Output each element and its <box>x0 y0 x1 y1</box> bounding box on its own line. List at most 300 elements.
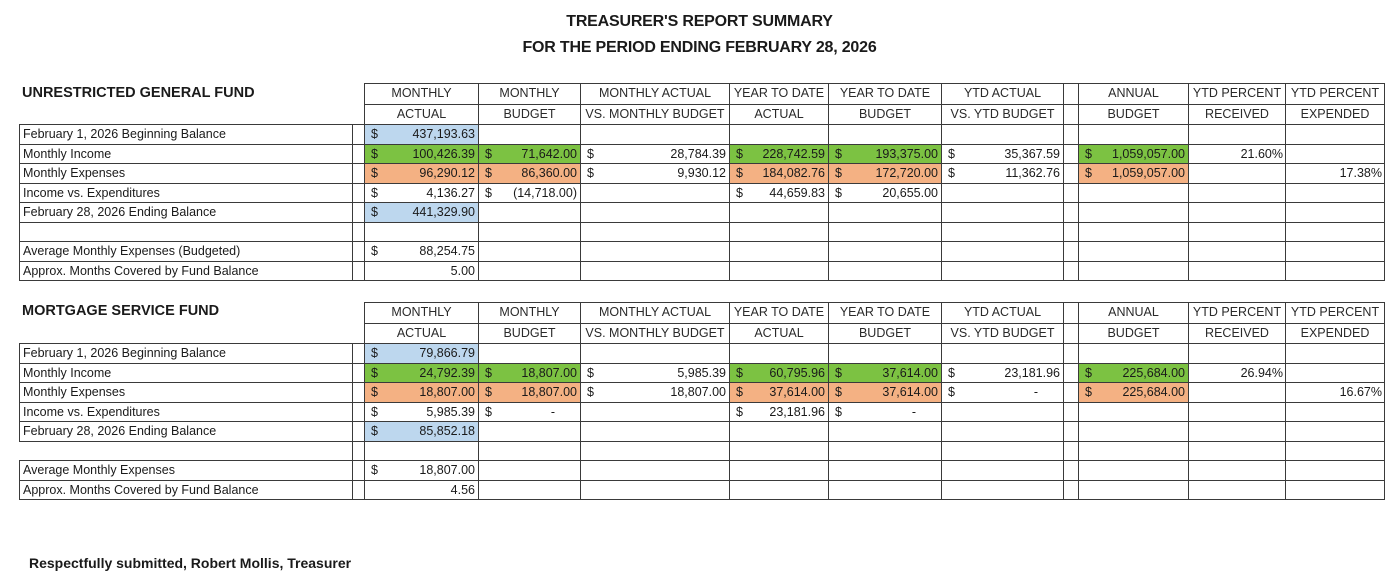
cell-income-vs-expenditures-ytd-budget <box>828 402 942 423</box>
row-label-income-vs-expenditures: Income vs. Expenditures <box>19 183 353 204</box>
cell-monthly-income-monthly-variance <box>580 144 730 165</box>
cell-approx-months-covered-by-fund-balance-monthly-actual <box>364 480 479 501</box>
cell-approx-months-covered-by-fund-balance-ytd-budget <box>828 261 942 282</box>
column-subheader-monthly-variance: VS. MONTHLY BUDGET <box>580 104 730 125</box>
cell-monthly-income-monthly-budget <box>478 144 581 165</box>
cell-monthly-income-annual-budget <box>1078 363 1189 384</box>
currency-symbol: $ <box>835 365 842 380</box>
cell-average-monthly-expenses-spacer <box>1063 460 1079 481</box>
cell-monthly-expenses-monthly-actual <box>364 382 479 403</box>
cell-february-1-2026-beginning-balance-monthly-budget <box>478 124 581 145</box>
cell-monthly-expenses-ytd-variance <box>941 382 1064 403</box>
cell-february-28-2026-ending-balance-spacer <box>1063 202 1079 223</box>
column-header-monthly-variance: MONTHLY ACTUAL <box>580 83 730 105</box>
currency-symbol: $ <box>371 166 378 180</box>
cell-monthly-expenses-ytd-actual <box>729 163 829 184</box>
cell-value: 4.56 <box>450 482 475 497</box>
cell-february-1-2026-beginning-balance-ytd-pct-expended <box>1285 343 1385 364</box>
cell-february-1-2026-beginning-balance-monthly-budget <box>478 343 581 364</box>
cell-february-1-2026-beginning-balance-spacer <box>1063 124 1079 145</box>
cell-blank-ytd-budget <box>828 222 942 243</box>
cell-average-monthly-expenses-annual-budget <box>1078 460 1189 481</box>
row-label-monthly-expenses: Monthly Expenses <box>19 163 353 184</box>
column-subheader-ytd-actual: ACTUAL <box>729 104 829 125</box>
cell-value: 17.38% <box>1339 166 1382 180</box>
currency-symbol: $ <box>948 385 955 399</box>
cell-approx-months-covered-by-fund-balance-monthly-variance <box>580 480 730 501</box>
cell-income-vs-expenditures-ytd-pct-expended <box>1285 183 1385 204</box>
column-header-ytd-pct-received: YTD PERCENT <box>1188 83 1286 105</box>
row-label-monthly-income: Monthly Income <box>19 363 353 384</box>
cell-february-28-2026-ending-balance-ytd-variance <box>941 202 1064 223</box>
cell-value: 28,784.39 <box>670 146 726 161</box>
cell-february-1-2026-beginning-balance-ytd-variance <box>941 124 1064 145</box>
cell-february-1-2026-beginning-balance-monthly-actual <box>364 343 479 364</box>
cell-february-28-2026-ending-balance-ytd-budget <box>828 202 942 223</box>
cell-monthly-expenses-annual-budget <box>1078 163 1189 184</box>
cell-value: 16.67% <box>1339 385 1382 399</box>
cell-income-vs-expenditures-ytd-pct-expended <box>1285 402 1385 423</box>
cell-monthly-income-ytd-pct-expended <box>1285 363 1385 384</box>
cell-monthly-expenses-ytd-variance <box>941 163 1064 184</box>
cell-average-monthly-expenses-budgeted-ytd-pct-expended <box>1285 241 1385 262</box>
cell-value: 18,807.00 <box>521 365 577 380</box>
cell-average-monthly-expenses-ytd-pct-expended <box>1285 460 1385 481</box>
column-subheader-ytd-pct-expended: EXPENDED <box>1285 323 1385 344</box>
cell-blank-monthly-variance <box>580 441 730 462</box>
cell-income-vs-expenditures-ytd-pct-received <box>1188 183 1286 204</box>
currency-symbol: $ <box>371 404 378 419</box>
currency-symbol: $ <box>371 127 378 141</box>
cell-february-28-2026-ending-balance-ytd-pct-expended <box>1285 421 1385 442</box>
cell-value: 60,795.96 <box>769 365 825 380</box>
column-subheader-monthly-actual: ACTUAL <box>364 323 479 344</box>
cell-february-1-2026-beginning-balance-annual-budget <box>1078 124 1189 145</box>
cell-income-vs-expenditures-monthly-variance <box>580 402 730 423</box>
cell-income-vs-expenditures-ytd-actual <box>729 183 829 204</box>
row-label-february-28-2026-ending-balance: February 28, 2026 Ending Balance <box>19 421 353 442</box>
cell-blank-monthly-variance <box>580 222 730 243</box>
cell-blank-spacer <box>1063 222 1079 243</box>
cell-approx-months-covered-by-fund-balance-ytd-pct-expended <box>1285 480 1385 501</box>
cell-monthly-income-ytd-variance <box>941 363 1064 384</box>
cell-approx-months-covered-by-fund-balance-monthly-actual <box>364 261 479 282</box>
cell-february-28-2026-ending-balance-annual-budget <box>1078 202 1189 223</box>
section-title-general-fund: UNRESTRICTED GENERAL FUND <box>22 85 255 101</box>
cell-value: - <box>911 404 916 419</box>
cell-february-28-2026-ending-balance-monthly-budget <box>478 421 581 442</box>
cell-value: 85,852.18 <box>419 424 475 438</box>
cell-monthly-income-monthly-budget <box>478 363 581 384</box>
currency-symbol: $ <box>371 385 378 399</box>
cell-february-1-2026-beginning-balance-ytd-actual <box>729 343 829 364</box>
currency-symbol: $ <box>948 365 955 380</box>
cell-blank-ytd-budget <box>828 441 942 462</box>
column-subheader-monthly-budget: BUDGET <box>478 104 581 125</box>
currency-symbol: $ <box>1085 166 1092 180</box>
currency-symbol: $ <box>835 385 842 399</box>
cell-february-28-2026-ending-balance-ytd-pct-received <box>1188 421 1286 442</box>
cell-approx-months-covered-by-fund-balance-ytd-pct-expended <box>1285 261 1385 282</box>
cell-approx-months-covered-by-fund-balance-spacer <box>1063 480 1079 501</box>
cell-value: 11,362.76 <box>1005 166 1060 180</box>
cell-february-28-2026-ending-balance-annual-budget <box>1078 421 1189 442</box>
cell-blank-annual-budget <box>1078 222 1189 243</box>
cell-blank-ytd-pct-expended <box>1285 222 1385 243</box>
cell-approx-months-covered-by-fund-balance-ytd-budget <box>828 480 942 501</box>
cell-value: 20,655.00 <box>882 185 938 200</box>
cell-value: 4,136.27 <box>426 185 475 200</box>
cell-approx-months-covered-by-fund-balance-ytd-actual <box>729 261 829 282</box>
cell-monthly-income-spacer <box>1063 363 1079 384</box>
report-subtitle: FOR THE PERIOD ENDING FEBRUARY 28, 2026 <box>522 39 877 56</box>
currency-symbol: $ <box>371 244 378 258</box>
cell-february-1-2026-beginning-balance-ytd-budget <box>828 124 942 145</box>
column-header-monthly-variance: MONTHLY ACTUAL <box>580 302 730 324</box>
cell-value: 18,807.00 <box>521 385 577 399</box>
currency-symbol: $ <box>371 146 378 161</box>
currency-symbol: $ <box>948 146 955 161</box>
cell-value: 441,329.90 <box>412 205 475 219</box>
cell-value: 172,720.00 <box>875 166 938 180</box>
cell-monthly-expenses-monthly-variance <box>580 163 730 184</box>
cell-value: 37,614.00 <box>769 385 825 399</box>
cell-average-monthly-expenses-budgeted-ytd-pct-received <box>1188 241 1286 262</box>
cell-blank-monthly-budget <box>478 441 581 462</box>
row-label-average-monthly-expenses: Average Monthly Expenses <box>19 460 353 481</box>
column-subheader-ytd-variance: VS. YTD BUDGET <box>941 104 1064 125</box>
column-header-ytd-variance: YTD ACTUAL <box>941 302 1064 324</box>
footer-signature: Respectfully submitted, Robert Mollis, Treasurer <box>29 555 352 571</box>
currency-symbol: $ <box>736 185 743 200</box>
currency-symbol: $ <box>835 404 842 419</box>
cell-february-1-2026-beginning-balance-monthly-actual <box>364 124 479 145</box>
currency-symbol: $ <box>485 385 492 399</box>
cell-blank-annual-budget <box>1078 441 1189 462</box>
cell-blank-spacer <box>1063 441 1079 462</box>
cell-value: 88,254.75 <box>419 244 475 258</box>
cell-value: 5,985.39 <box>426 404 475 419</box>
cell-approx-months-covered-by-fund-balance-ytd-variance <box>941 261 1064 282</box>
column-header-monthly-budget: MONTHLY <box>478 302 581 324</box>
cell-average-monthly-expenses-ytd-variance <box>941 460 1064 481</box>
cell-income-vs-expenditures-monthly-actual <box>364 402 479 423</box>
cell-february-28-2026-ending-balance-spacer <box>1063 421 1079 442</box>
cell-value: - <box>550 404 555 419</box>
column-subheader-monthly-variance: VS. MONTHLY BUDGET <box>580 323 730 344</box>
cell-approx-months-covered-by-fund-balance-monthly-variance <box>580 261 730 282</box>
cell-value: 225,684.00 <box>1122 365 1185 380</box>
cell-income-vs-expenditures-ytd-actual <box>729 402 829 423</box>
cell-blank-ytd-actual <box>729 222 829 243</box>
cell-value: 71,642.00 <box>521 146 577 161</box>
cell-value: 5.00 <box>450 263 475 278</box>
cell-blank-monthly-budget <box>478 222 581 243</box>
row-label-february-1-2026-beginning-balance: February 1, 2026 Beginning Balance <box>19 343 353 364</box>
cell-monthly-expenses-ytd-actual <box>729 382 829 403</box>
cell-february-28-2026-ending-balance-monthly-variance <box>580 202 730 223</box>
currency-symbol: $ <box>485 365 492 380</box>
currency-symbol: $ <box>1085 146 1092 161</box>
cell-february-28-2026-ending-balance-monthly-variance <box>580 421 730 442</box>
cell-blank-ytd-variance <box>941 441 1064 462</box>
cell-value: 1,059,057.00 <box>1112 166 1185 180</box>
cell-approx-months-covered-by-fund-balance-ytd-actual <box>729 480 829 501</box>
column-subheader-ytd-budget: BUDGET <box>828 104 942 125</box>
cell-value: 100,426.39 <box>412 146 475 161</box>
cell-monthly-expenses-ytd-budget <box>828 382 942 403</box>
cell-monthly-income-ytd-pct-received <box>1188 363 1286 384</box>
cell-february-28-2026-ending-balance-monthly-actual <box>364 202 479 223</box>
cell-blank-ytd-variance <box>941 222 1064 243</box>
currency-symbol: $ <box>485 404 492 419</box>
cell-february-28-2026-ending-balance-ytd-budget <box>828 421 942 442</box>
currency-symbol: $ <box>371 424 378 438</box>
currency-symbol: $ <box>736 404 743 419</box>
cell-income-vs-expenditures-annual-budget <box>1078 402 1189 423</box>
currency-symbol: $ <box>371 205 378 219</box>
cell-monthly-income-ytd-pct-received <box>1188 144 1286 165</box>
cell-approx-months-covered-by-fund-balance-ytd-pct-received <box>1188 261 1286 282</box>
cell-monthly-income-monthly-actual <box>364 363 479 384</box>
cell-income-vs-expenditures-ytd-pct-received <box>1188 402 1286 423</box>
currency-symbol: $ <box>587 385 594 399</box>
column-subheader-ytd-pct-expended: EXPENDED <box>1285 104 1385 125</box>
cell-value: 18,807.00 <box>419 463 475 477</box>
column-header-monthly-actual: MONTHLY <box>364 302 479 324</box>
column-subheader-monthly-actual: ACTUAL <box>364 104 479 125</box>
row-label-approx-months-covered-by-fund-balance: Approx. Months Covered by Fund Balance <box>19 480 353 501</box>
cell-february-1-2026-beginning-balance-ytd-variance <box>941 343 1064 364</box>
cell-average-monthly-expenses-monthly-actual <box>364 460 479 481</box>
cell-monthly-income-ytd-actual <box>729 144 829 165</box>
cell-monthly-income-annual-budget <box>1078 144 1189 165</box>
cell-value: 21.60% <box>1240 146 1283 161</box>
cell-monthly-expenses-ytd-pct-received <box>1188 163 1286 184</box>
currency-symbol: $ <box>736 166 743 180</box>
cell-february-28-2026-ending-balance-ytd-pct-expended <box>1285 202 1385 223</box>
cell-value: 44,659.83 <box>769 185 825 200</box>
cell-blank-monthly-actual <box>364 222 479 243</box>
cell-february-1-2026-beginning-balance-monthly-variance <box>580 124 730 145</box>
cell-february-28-2026-ending-balance-monthly-actual <box>364 421 479 442</box>
cell-average-monthly-expenses-monthly-budget <box>478 460 581 481</box>
cell-value: 5,985.39 <box>677 365 726 380</box>
currency-symbol: $ <box>736 365 743 380</box>
currency-symbol: $ <box>485 146 492 161</box>
cell-value: 184,082.76 <box>762 166 825 180</box>
cell-value: 96,290.12 <box>419 166 475 180</box>
currency-symbol: $ <box>1085 385 1092 399</box>
cell-value: 1,059,057.00 <box>1112 146 1185 161</box>
currency-symbol: $ <box>485 166 492 180</box>
cell-february-28-2026-ending-balance-ytd-actual <box>729 421 829 442</box>
cell-monthly-expenses-monthly-variance <box>580 382 730 403</box>
cell-monthly-expenses-ytd-budget <box>828 163 942 184</box>
currency-symbol: $ <box>736 146 743 161</box>
column-header-annual-budget: ANNUAL <box>1078 302 1189 324</box>
cell-monthly-expenses-ytd-pct-expended <box>1285 163 1385 184</box>
cell-average-monthly-expenses-budgeted-ytd-budget <box>828 241 942 262</box>
currency-symbol: $ <box>587 146 594 161</box>
cell-average-monthly-expenses-budgeted-monthly-variance <box>580 241 730 262</box>
currency-symbol: $ <box>371 365 378 380</box>
column-header-ytd-pct-expended: YTD PERCENT <box>1285 302 1385 324</box>
cell-february-1-2026-beginning-balance-spacer <box>1063 343 1079 364</box>
cell-value: 23,181.96 <box>769 404 825 419</box>
currency-symbol: $ <box>948 166 955 180</box>
cell-income-vs-expenditures-monthly-actual <box>364 183 479 204</box>
cell-monthly-income-monthly-variance <box>580 363 730 384</box>
currency-symbol: $ <box>835 185 842 200</box>
cell-income-vs-expenditures-annual-budget <box>1078 183 1189 204</box>
currency-symbol: $ <box>835 166 842 180</box>
cell-february-28-2026-ending-balance-monthly-budget <box>478 202 581 223</box>
cell-average-monthly-expenses-ytd-actual <box>729 460 829 481</box>
column-header-spacer <box>1063 83 1079 105</box>
section-title-mortgage-fund: MORTGAGE SERVICE FUND <box>22 303 220 319</box>
cell-value: 228,742.59 <box>762 146 825 161</box>
cell-blank-ytd-pct-received <box>1188 222 1286 243</box>
cell-monthly-income-ytd-variance <box>941 144 1064 165</box>
cell-value: - <box>1033 385 1038 399</box>
column-header-monthly-actual: MONTHLY <box>364 83 479 105</box>
cell-approx-months-covered-by-fund-balance-annual-budget <box>1078 480 1189 501</box>
cell-monthly-income-ytd-actual <box>729 363 829 384</box>
cell-monthly-expenses-annual-budget <box>1078 382 1189 403</box>
cell-monthly-expenses-spacer <box>1063 382 1079 403</box>
cell-average-monthly-expenses-ytd-budget <box>828 460 942 481</box>
cell-approx-months-covered-by-fund-balance-spacer <box>1063 261 1079 282</box>
cell-income-vs-expenditures-ytd-variance <box>941 183 1064 204</box>
cell-value: 437,193.63 <box>412 127 475 141</box>
cell-monthly-expenses-spacer <box>1063 163 1079 184</box>
cell-monthly-income-ytd-budget <box>828 144 942 165</box>
currency-symbol: $ <box>1085 365 1092 380</box>
cell-monthly-expenses-monthly-budget <box>478 382 581 403</box>
column-header-ytd-actual: YEAR TO DATE <box>729 302 829 324</box>
row-label-monthly-expenses: Monthly Expenses <box>19 382 353 403</box>
cell-february-1-2026-beginning-balance-monthly-variance <box>580 343 730 364</box>
cell-approx-months-covered-by-fund-balance-ytd-pct-received <box>1188 480 1286 501</box>
column-header-ytd-pct-received: YTD PERCENT <box>1188 302 1286 324</box>
column-subheader-monthly-budget: BUDGET <box>478 323 581 344</box>
cell-monthly-expenses-ytd-pct-expended <box>1285 382 1385 403</box>
currency-symbol: $ <box>371 463 378 477</box>
row-label-blank <box>19 441 353 462</box>
cell-blank-ytd-pct-expended <box>1285 441 1385 462</box>
column-subheader-ytd-budget: BUDGET <box>828 323 942 344</box>
cell-income-vs-expenditures-spacer <box>1063 183 1079 204</box>
cell-value: 23,181.96 <box>1004 365 1060 380</box>
cell-average-monthly-expenses-monthly-variance <box>580 460 730 481</box>
cell-february-1-2026-beginning-balance-ytd-actual <box>729 124 829 145</box>
column-header-monthly-budget: MONTHLY <box>478 83 581 105</box>
currency-symbol: $ <box>371 346 378 360</box>
cell-average-monthly-expenses-budgeted-monthly-budget <box>478 241 581 262</box>
cell-value: 35,367.59 <box>1004 146 1060 161</box>
currency-symbol: $ <box>587 365 594 380</box>
cell-monthly-income-ytd-pct-expended <box>1285 144 1385 165</box>
cell-average-monthly-expenses-ytd-pct-received <box>1188 460 1286 481</box>
cell-value: 26.94% <box>1240 365 1283 380</box>
cell-february-28-2026-ending-balance-ytd-actual <box>729 202 829 223</box>
cell-monthly-expenses-ytd-pct-received <box>1188 382 1286 403</box>
column-header-ytd-pct-expended: YTD PERCENT <box>1285 83 1385 105</box>
cell-monthly-income-spacer <box>1063 144 1079 165</box>
cell-value: 37,614.00 <box>882 365 938 380</box>
currency-symbol: $ <box>835 146 842 161</box>
row-label-income-vs-expenditures: Income vs. Expenditures <box>19 402 353 423</box>
column-header-ytd-budget: YEAR TO DATE <box>828 83 942 105</box>
cell-average-monthly-expenses-budgeted-ytd-variance <box>941 241 1064 262</box>
cell-value: 37,614.00 <box>882 385 938 399</box>
column-header-spacer <box>1063 302 1079 324</box>
cell-income-vs-expenditures-ytd-budget <box>828 183 942 204</box>
cell-blank-ytd-pct-received <box>1188 441 1286 462</box>
row-label-february-1-2026-beginning-balance: February 1, 2026 Beginning Balance <box>19 124 353 145</box>
currency-symbol: $ <box>371 185 378 200</box>
row-label-approx-months-covered-by-fund-balance: Approx. Months Covered by Fund Balance <box>19 261 353 282</box>
column-subheader-ytd-actual: ACTUAL <box>729 323 829 344</box>
cell-income-vs-expenditures-monthly-budget <box>478 402 581 423</box>
cell-income-vs-expenditures-monthly-budget <box>478 183 581 204</box>
cell-monthly-expenses-monthly-actual <box>364 163 479 184</box>
cell-value: 9,930.12 <box>677 166 726 180</box>
cell-approx-months-covered-by-fund-balance-monthly-budget <box>478 261 581 282</box>
row-label-february-28-2026-ending-balance: February 28, 2026 Ending Balance <box>19 202 353 223</box>
cell-february-1-2026-beginning-balance-ytd-pct-received <box>1188 124 1286 145</box>
cell-approx-months-covered-by-fund-balance-monthly-budget <box>478 480 581 501</box>
cell-value: 225,684.00 <box>1122 385 1185 399</box>
currency-symbol: $ <box>485 185 492 200</box>
column-subheader-annual-budget: BUDGET <box>1078 104 1189 125</box>
column-subheader-ytd-pct-received: RECEIVED <box>1188 323 1286 344</box>
cell-monthly-income-monthly-actual <box>364 144 479 165</box>
column-subheader-spacer <box>1063 323 1079 344</box>
column-subheader-ytd-variance: VS. YTD BUDGET <box>941 323 1064 344</box>
column-header-ytd-budget: YEAR TO DATE <box>828 302 942 324</box>
row-label-monthly-income: Monthly Income <box>19 144 353 165</box>
cell-value: 193,375.00 <box>875 146 938 161</box>
column-subheader-annual-budget: BUDGET <box>1078 323 1189 344</box>
cell-february-28-2026-ending-balance-ytd-pct-received <box>1188 202 1286 223</box>
cell-approx-months-covered-by-fund-balance-annual-budget <box>1078 261 1189 282</box>
cell-value: (14,718.00) <box>513 185 577 200</box>
column-header-annual-budget: ANNUAL <box>1078 83 1189 105</box>
cell-february-1-2026-beginning-balance-annual-budget <box>1078 343 1189 364</box>
cell-average-monthly-expenses-budgeted-monthly-actual <box>364 241 479 262</box>
cell-average-monthly-expenses-budgeted-ytd-actual <box>729 241 829 262</box>
cell-february-28-2026-ending-balance-ytd-variance <box>941 421 1064 442</box>
cell-monthly-expenses-monthly-budget <box>478 163 581 184</box>
currency-symbol: $ <box>587 166 594 180</box>
column-subheader-ytd-pct-received: RECEIVED <box>1188 104 1286 125</box>
cell-value: 24,792.39 <box>419 365 475 380</box>
cell-blank-ytd-actual <box>729 441 829 462</box>
column-subheader-spacer <box>1063 104 1079 125</box>
column-header-ytd-actual: YEAR TO DATE <box>729 83 829 105</box>
report-title: TREASURER'S REPORT SUMMARY <box>566 13 833 30</box>
cell-blank-monthly-actual <box>364 441 479 462</box>
cell-value: 18,807.00 <box>670 385 726 399</box>
cell-value: 86,360.00 <box>521 166 577 180</box>
cell-value: 18,807.00 <box>419 385 475 399</box>
cell-approx-months-covered-by-fund-balance-ytd-variance <box>941 480 1064 501</box>
row-label-blank <box>19 222 353 243</box>
cell-income-vs-expenditures-spacer <box>1063 402 1079 423</box>
cell-value: 79,866.79 <box>419 346 475 360</box>
